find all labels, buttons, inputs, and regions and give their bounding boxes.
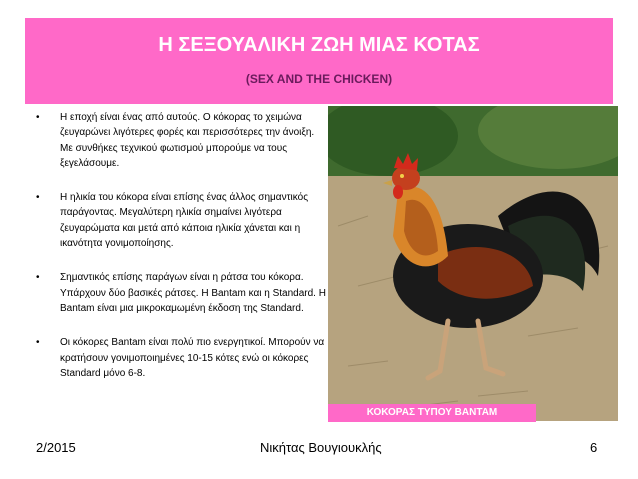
footer-date: 2/2015 bbox=[36, 440, 76, 455]
bullet-item bbox=[36, 270, 326, 316]
bullet-item bbox=[36, 335, 326, 381]
slide-subtitle: (SEX AND THE CHICKEN) bbox=[245, 72, 393, 86]
rooster-photo bbox=[328, 106, 618, 421]
photo-caption: ΚΟΚΟΡΑΣ ΤΥΠΟΥ BANTAM bbox=[328, 404, 536, 422]
bullet-marker: • bbox=[36, 112, 40, 123]
bullet-marker: • bbox=[36, 272, 40, 284]
bullet-text: Η εποχή είναι ένας από αυτούς. Ο κόκορας το χειμώνα ζευγαρώνει λιγότερες φορές και περισσότερες την άνοιξη. Με συνθήκες τεχνικού φωτισμού μπορούμε να τους ξεγελάσουμε. bbox=[60, 112, 315, 169]
bullet-list bbox=[36, 110, 326, 400]
bullet-text: Οι κόκορες Bantam είναι πολύ πιο ενεργητικοί. Μπορούν να κρατήσουν γονιμοποιημένες 10-15 κότες ενώ οι κόκορες Standard μόνο 6-8. bbox=[60, 337, 325, 379]
rooster-wattle bbox=[393, 185, 403, 199]
footer-author: Νικήτας Βουγιουκλής bbox=[260, 440, 382, 455]
rooster-eye bbox=[400, 174, 404, 178]
title-banner bbox=[25, 18, 613, 104]
bullet-item bbox=[36, 110, 326, 171]
bullet-text: Η ηλικία του κόκορα είναι επίσης ένας άλλος σημαντικός παράγοντας. Μεγαλύτερη ηλικία σημαίνει λιγότερα ζευγαρώματα και μετά από κάποια ηλικία χάνεται και η ικανότητα γονιμοποίησης. bbox=[60, 192, 309, 250]
bullet-marker: • bbox=[36, 337, 40, 349]
page-number: 6 bbox=[590, 440, 598, 455]
slide-title: Η ΣΕΞΟΥΑΛΙΚΗ ΖΩΗ ΜΙΑΣ ΚΟΤΑΣ bbox=[158, 34, 480, 56]
bullet-item bbox=[36, 190, 326, 251]
bullet-text: Σημαντικός επίσης παράγων είναι η ράτσα του κόκορα. Υπάρχουν δύο βασικές ράτσες. Η Bantam και η Standard. Η Bantam είναι μια μικροκαμωμένη έκδοση της Standard. bbox=[60, 272, 326, 314]
bullet-marker: • bbox=[36, 192, 40, 204]
rooster-illustration bbox=[328, 106, 618, 421]
